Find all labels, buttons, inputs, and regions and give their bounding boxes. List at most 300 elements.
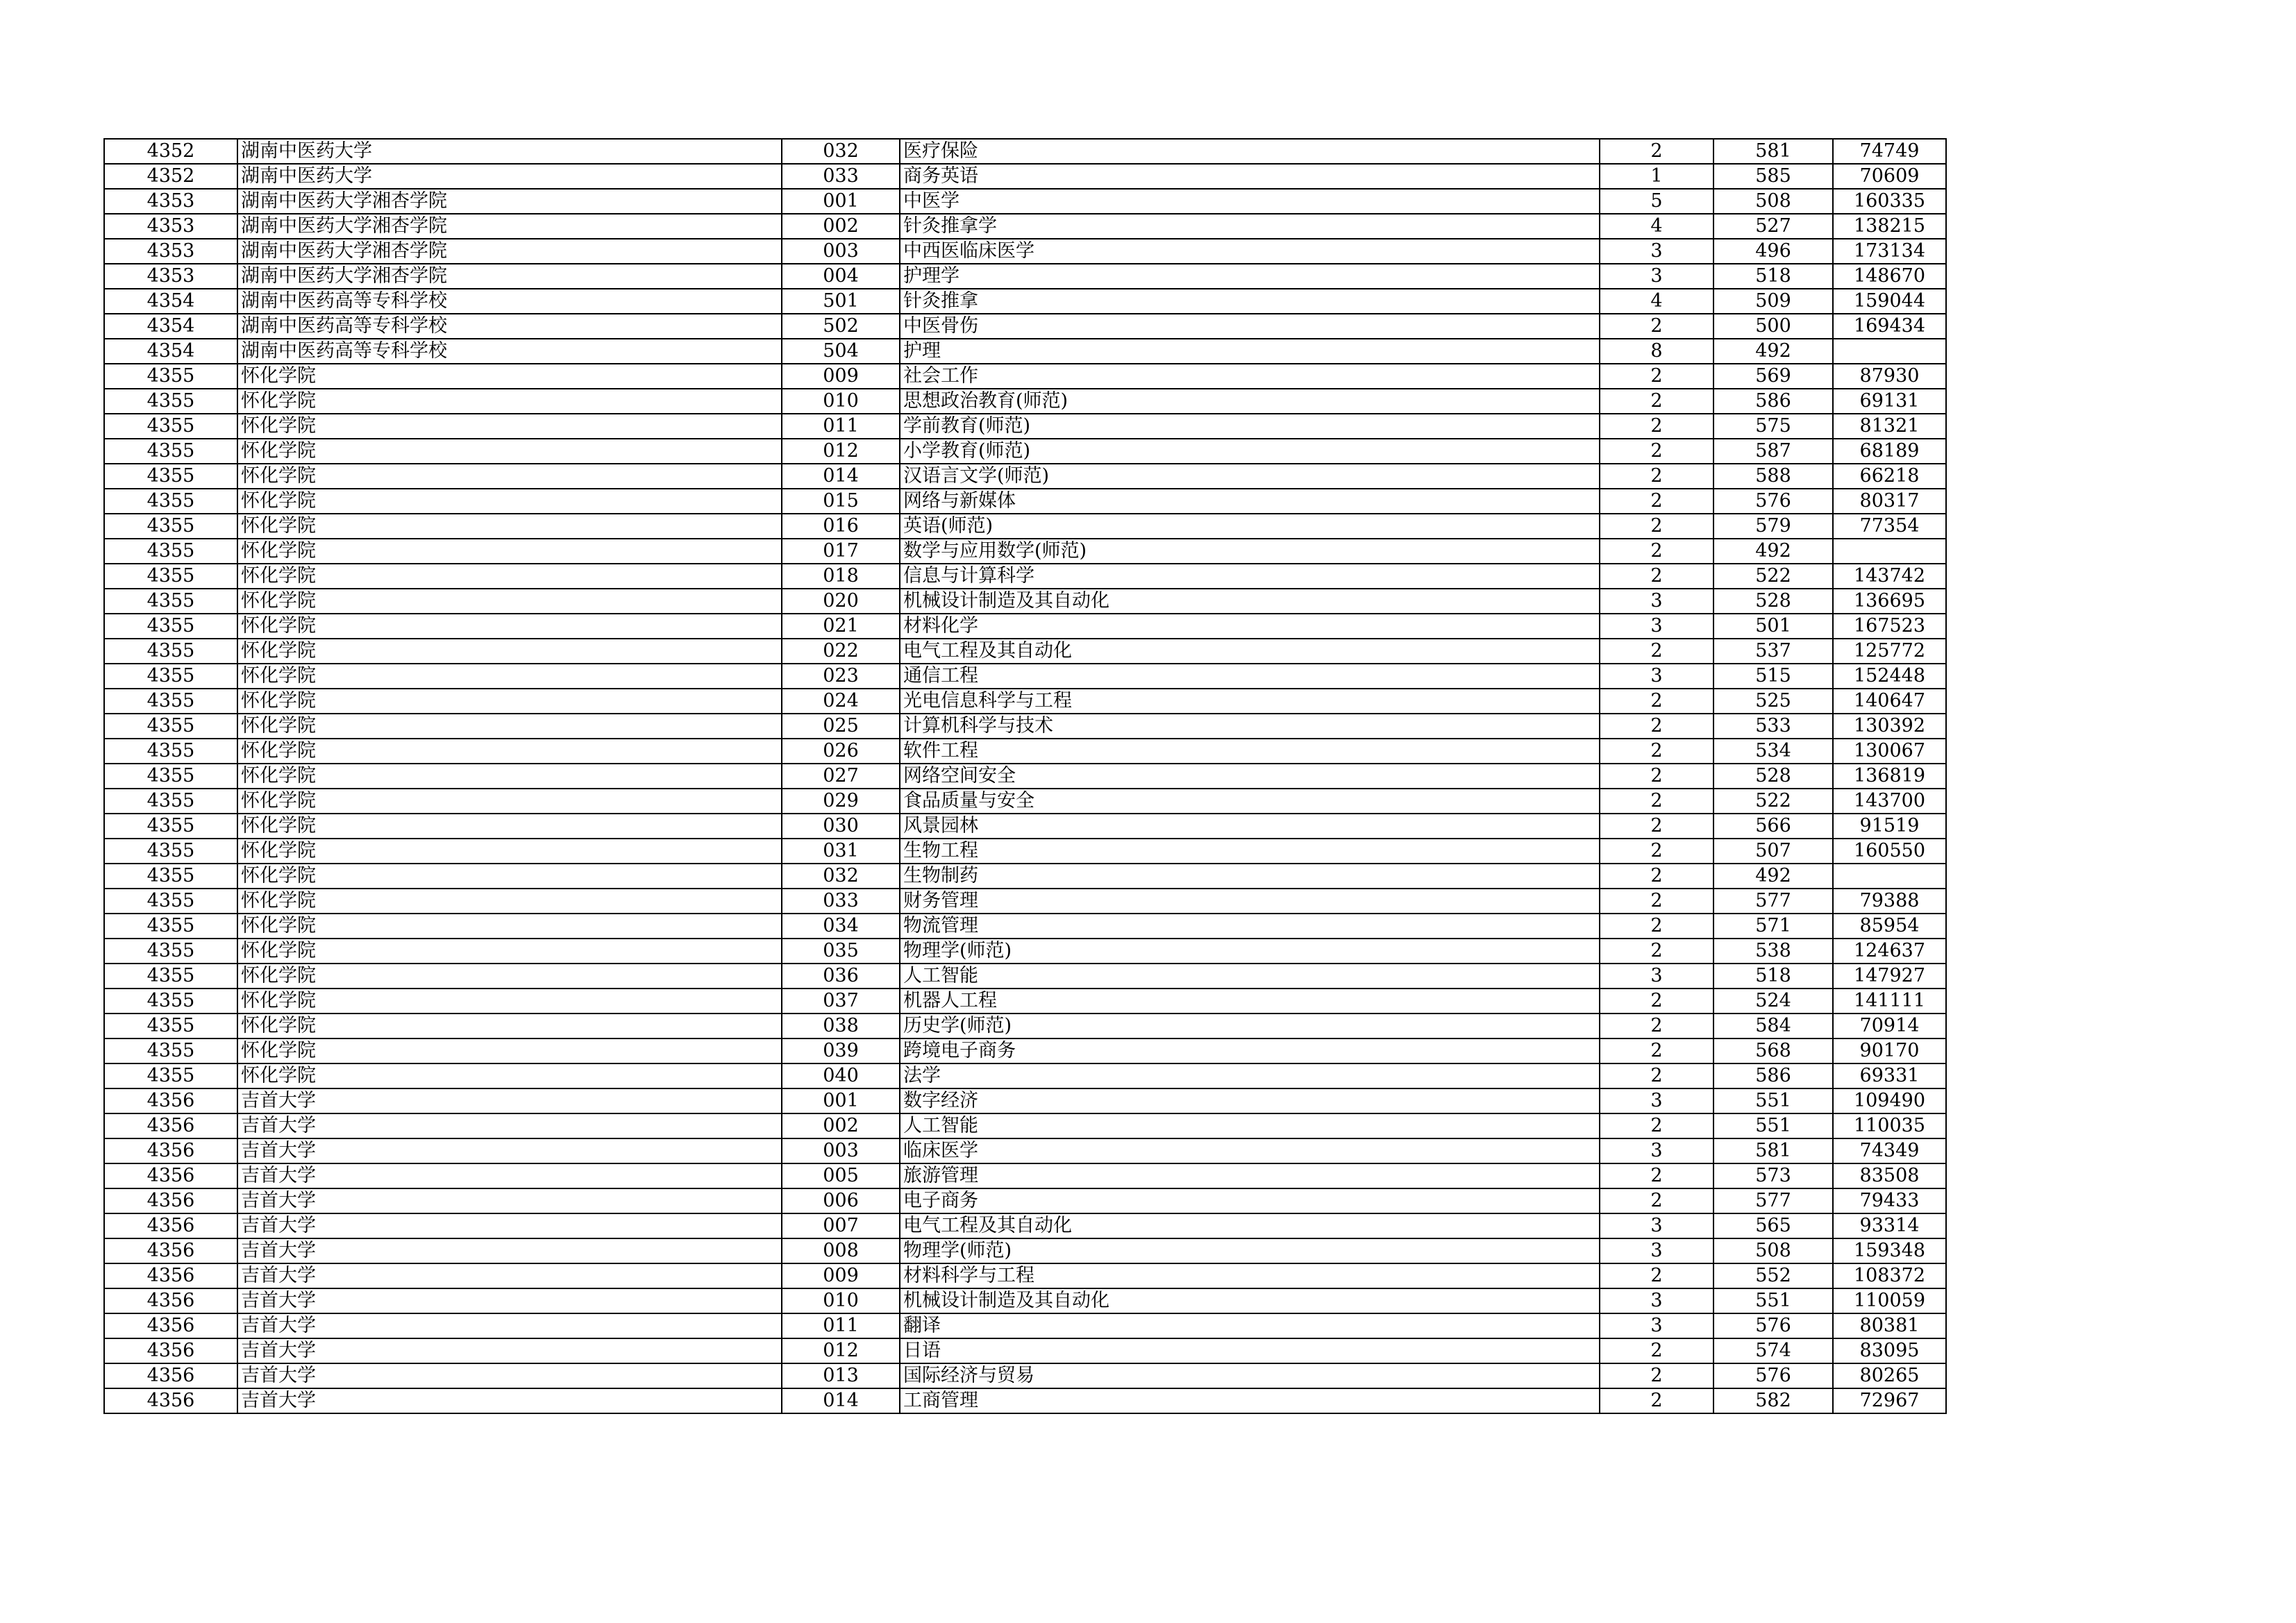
major-name-cell: 商务英语 — [900, 164, 1600, 189]
min-score-cell: 579 — [1713, 514, 1833, 539]
school-code-cell: 4356 — [104, 1163, 237, 1188]
plan-count-cell: 2 — [1600, 389, 1713, 414]
school-name-cell: 湖南中医药高等专科学校 — [237, 339, 782, 364]
min-score-cell: 566 — [1713, 814, 1833, 839]
school-code-cell: 4354 — [104, 314, 237, 339]
major-name-cell: 社会工作 — [900, 364, 1600, 389]
plan-count-cell: 3 — [1600, 1288, 1713, 1313]
major-code-cell: 504 — [782, 339, 900, 364]
school-code-cell: 4355 — [104, 689, 237, 714]
major-code-cell: 010 — [782, 389, 900, 414]
major-name-cell: 数学与应用数学(师范) — [900, 539, 1600, 564]
major-name-cell: 护理 — [900, 339, 1600, 364]
min-score-cell: 552 — [1713, 1263, 1833, 1288]
school-code-cell: 4356 — [104, 1113, 237, 1138]
min-rank-cell: 148670 — [1833, 264, 1946, 289]
plan-count-cell: 3 — [1600, 589, 1713, 614]
table-row — [104, 739, 1946, 764]
major-code-cell: 011 — [782, 1313, 900, 1338]
major-name-cell: 生物制药 — [900, 864, 1600, 889]
plan-count-cell: 2 — [1600, 564, 1713, 589]
major-name-cell: 学前教育(师范) — [900, 414, 1600, 439]
table-row — [104, 289, 1946, 314]
major-name-cell: 信息与计算科学 — [900, 564, 1600, 589]
school-code-cell: 4355 — [104, 414, 237, 439]
plan-count-cell: 2 — [1600, 1388, 1713, 1413]
school-name-cell: 怀化学院 — [237, 739, 782, 764]
school-name-cell: 湖南中医药大学湘杏学院 — [237, 189, 782, 214]
major-name-cell: 护理学 — [900, 264, 1600, 289]
min-rank-cell: 74749 — [1833, 139, 1946, 164]
plan-count-cell: 2 — [1600, 489, 1713, 514]
school-name-cell: 吉首大学 — [237, 1363, 782, 1388]
major-name-cell: 食品质量与安全 — [900, 789, 1600, 814]
min-rank-cell: 110035 — [1833, 1113, 1946, 1138]
min-rank-cell: 147927 — [1833, 964, 1946, 989]
min-rank-cell: 80317 — [1833, 489, 1946, 514]
table-row — [104, 1063, 1946, 1088]
school-name-cell: 怀化学院 — [237, 364, 782, 389]
school-name-cell: 怀化学院 — [237, 864, 782, 889]
table-row — [104, 789, 1946, 814]
school-code-cell: 4355 — [104, 939, 237, 964]
plan-count-cell: 2 — [1600, 514, 1713, 539]
school-name-cell: 吉首大学 — [237, 1088, 782, 1113]
min-rank-cell: 69131 — [1833, 389, 1946, 414]
min-rank-cell: 80381 — [1833, 1313, 1946, 1338]
school-name-cell: 吉首大学 — [237, 1213, 782, 1238]
min-score-cell: 522 — [1713, 789, 1833, 814]
min-score-cell: 492 — [1713, 539, 1833, 564]
plan-count-cell: 2 — [1600, 939, 1713, 964]
school-name-cell: 吉首大学 — [237, 1338, 782, 1363]
school-name-cell: 吉首大学 — [237, 1313, 782, 1338]
table-row — [104, 914, 1946, 939]
table-row — [104, 814, 1946, 839]
major-code-cell: 039 — [782, 1038, 900, 1063]
major-name-cell: 光电信息科学与工程 — [900, 689, 1600, 714]
min-rank-cell: 136695 — [1833, 589, 1946, 614]
major-code-cell: 035 — [782, 939, 900, 964]
major-name-cell: 医疗保险 — [900, 139, 1600, 164]
school-name-cell: 怀化学院 — [237, 439, 782, 464]
major-name-cell: 跨境电子商务 — [900, 1038, 1600, 1063]
plan-count-cell: 2 — [1600, 1113, 1713, 1138]
min-rank-cell: 72967 — [1833, 1388, 1946, 1413]
min-score-cell: 586 — [1713, 389, 1833, 414]
plan-count-cell: 2 — [1600, 1038, 1713, 1063]
table-row — [104, 489, 1946, 514]
plan-count-cell: 2 — [1600, 464, 1713, 489]
min-rank-cell: 140647 — [1833, 689, 1946, 714]
table-row — [104, 1388, 1946, 1413]
school-code-cell: 4356 — [104, 1363, 237, 1388]
min-rank-cell: 77354 — [1833, 514, 1946, 539]
school-name-cell: 湖南中医药大学湘杏学院 — [237, 214, 782, 239]
min-rank-cell: 167523 — [1833, 614, 1946, 639]
school-name-cell: 怀化学院 — [237, 414, 782, 439]
major-code-cell: 037 — [782, 989, 900, 1014]
min-rank-cell: 110059 — [1833, 1288, 1946, 1313]
school-code-cell: 4355 — [104, 539, 237, 564]
table-row — [104, 889, 1946, 914]
school-name-cell: 怀化学院 — [237, 389, 782, 414]
min-rank-cell: 87930 — [1833, 364, 1946, 389]
min-score-cell: 581 — [1713, 1138, 1833, 1163]
min-rank-cell: 152448 — [1833, 664, 1946, 689]
school-code-cell: 4355 — [104, 664, 237, 689]
school-name-cell: 怀化学院 — [237, 589, 782, 614]
plan-count-cell: 2 — [1600, 1263, 1713, 1288]
school-name-cell: 吉首大学 — [237, 1263, 782, 1288]
major-name-cell: 通信工程 — [900, 664, 1600, 689]
school-code-cell: 4355 — [104, 489, 237, 514]
major-name-cell: 小学教育(师范) — [900, 439, 1600, 464]
major-code-cell: 038 — [782, 1014, 900, 1038]
plan-count-cell: 3 — [1600, 264, 1713, 289]
major-name-cell: 风景园林 — [900, 814, 1600, 839]
major-code-cell: 502 — [782, 314, 900, 339]
school-code-cell: 4356 — [104, 1313, 237, 1338]
table-row — [104, 1163, 1946, 1188]
plan-count-cell: 3 — [1600, 614, 1713, 639]
plan-count-cell: 2 — [1600, 539, 1713, 564]
major-code-cell: 009 — [782, 1263, 900, 1288]
major-code-cell: 029 — [782, 789, 900, 814]
school-name-cell: 怀化学院 — [237, 1063, 782, 1088]
major-code-cell: 024 — [782, 689, 900, 714]
table-row — [104, 1014, 1946, 1038]
school-code-cell: 4356 — [104, 1263, 237, 1288]
min-rank-cell: 169434 — [1833, 314, 1946, 339]
major-name-cell: 机械设计制造及其自动化 — [900, 1288, 1600, 1313]
min-score-cell: 508 — [1713, 1238, 1833, 1263]
plan-count-cell: 2 — [1600, 1188, 1713, 1213]
min-score-cell: 574 — [1713, 1338, 1833, 1363]
table-row — [104, 614, 1946, 639]
school-name-cell: 怀化学院 — [237, 489, 782, 514]
major-name-cell: 机械设计制造及其自动化 — [900, 589, 1600, 614]
min-score-cell: 508 — [1713, 189, 1833, 214]
major-name-cell: 人工智能 — [900, 1113, 1600, 1138]
min-rank-cell: 70609 — [1833, 164, 1946, 189]
min-score-cell: 524 — [1713, 989, 1833, 1014]
plan-count-cell: 3 — [1600, 664, 1713, 689]
major-name-cell: 临床医学 — [900, 1138, 1600, 1163]
school-name-cell: 怀化学院 — [237, 689, 782, 714]
major-name-cell: 日语 — [900, 1338, 1600, 1363]
min-rank-cell: 124637 — [1833, 939, 1946, 964]
min-score-cell: 528 — [1713, 764, 1833, 789]
major-code-cell: 031 — [782, 839, 900, 864]
min-score-cell: 534 — [1713, 739, 1833, 764]
table-row — [104, 1288, 1946, 1313]
table-row — [104, 464, 1946, 489]
school-code-cell: 4356 — [104, 1088, 237, 1113]
major-name-cell: 人工智能 — [900, 964, 1600, 989]
table-row — [104, 439, 1946, 464]
school-code-cell: 4355 — [104, 964, 237, 989]
plan-count-cell: 2 — [1600, 414, 1713, 439]
major-name-cell: 物流管理 — [900, 914, 1600, 939]
plan-count-cell: 2 — [1600, 714, 1713, 739]
min-rank-cell: 109490 — [1833, 1088, 1946, 1113]
school-name-cell: 怀化学院 — [237, 464, 782, 489]
school-code-cell: 4354 — [104, 289, 237, 314]
plan-count-cell: 3 — [1600, 964, 1713, 989]
school-code-cell: 4355 — [104, 439, 237, 464]
min-rank-cell: 80265 — [1833, 1363, 1946, 1388]
major-code-cell: 026 — [782, 739, 900, 764]
school-code-cell: 4352 — [104, 164, 237, 189]
major-code-cell: 032 — [782, 864, 900, 889]
min-score-cell: 518 — [1713, 964, 1833, 989]
school-name-cell: 吉首大学 — [237, 1163, 782, 1188]
major-name-cell: 工商管理 — [900, 1388, 1600, 1413]
min-score-cell: 568 — [1713, 1038, 1833, 1063]
major-name-cell: 旅游管理 — [900, 1163, 1600, 1188]
min-rank-cell: 159348 — [1833, 1238, 1946, 1263]
major-code-cell: 004 — [782, 264, 900, 289]
major-name-cell: 中医骨伤 — [900, 314, 1600, 339]
school-code-cell: 4355 — [104, 789, 237, 814]
major-code-cell: 040 — [782, 1063, 900, 1088]
min-rank-cell: 159044 — [1833, 289, 1946, 314]
min-rank-cell: 79433 — [1833, 1188, 1946, 1213]
plan-count-cell: 1 — [1600, 164, 1713, 189]
school-code-cell: 4356 — [104, 1388, 237, 1413]
school-name-cell: 怀化学院 — [237, 964, 782, 989]
table-row — [104, 1088, 1946, 1113]
table-row — [104, 1188, 1946, 1213]
major-name-cell: 财务管理 — [900, 889, 1600, 914]
major-code-cell: 001 — [782, 189, 900, 214]
plan-count-cell: 2 — [1600, 1014, 1713, 1038]
table-row — [104, 964, 1946, 989]
min-rank-cell: 160550 — [1833, 839, 1946, 864]
plan-count-cell: 2 — [1600, 1363, 1713, 1388]
min-rank-cell: 141111 — [1833, 989, 1946, 1014]
school-name-cell: 怀化学院 — [237, 639, 782, 664]
major-code-cell: 006 — [782, 1188, 900, 1213]
table-row — [104, 264, 1946, 289]
school-name-cell: 怀化学院 — [237, 764, 782, 789]
plan-count-cell: 2 — [1600, 739, 1713, 764]
min-score-cell: 581 — [1713, 139, 1833, 164]
major-name-cell: 软件工程 — [900, 739, 1600, 764]
major-name-cell: 物理学(师范) — [900, 1238, 1600, 1263]
major-name-cell: 针灸推拿学 — [900, 214, 1600, 239]
school-code-cell: 4353 — [104, 264, 237, 289]
min-score-cell: 501 — [1713, 614, 1833, 639]
school-name-cell: 吉首大学 — [237, 1288, 782, 1313]
major-name-cell: 电气工程及其自动化 — [900, 1213, 1600, 1238]
plan-count-cell: 3 — [1600, 1088, 1713, 1113]
school-name-cell: 吉首大学 — [237, 1138, 782, 1163]
school-name-cell: 怀化学院 — [237, 1014, 782, 1038]
plan-count-cell: 2 — [1600, 439, 1713, 464]
major-name-cell: 针灸推拿 — [900, 289, 1600, 314]
plan-count-cell: 2 — [1600, 914, 1713, 939]
major-code-cell: 012 — [782, 439, 900, 464]
school-code-cell: 4356 — [104, 1288, 237, 1313]
major-name-cell: 汉语言文学(师范) — [900, 464, 1600, 489]
school-code-cell: 4355 — [104, 389, 237, 414]
school-code-cell: 4353 — [104, 214, 237, 239]
table-row — [104, 214, 1946, 239]
min-rank-cell: 143700 — [1833, 789, 1946, 814]
major-name-cell: 机器人工程 — [900, 989, 1600, 1014]
school-code-cell: 4355 — [104, 839, 237, 864]
school-name-cell: 湖南中医药大学湘杏学院 — [237, 264, 782, 289]
table-row — [104, 314, 1946, 339]
plan-count-cell: 2 — [1600, 764, 1713, 789]
major-code-cell: 022 — [782, 639, 900, 664]
major-code-cell: 027 — [782, 764, 900, 789]
school-code-cell: 4356 — [104, 1213, 237, 1238]
school-code-cell: 4353 — [104, 189, 237, 214]
school-code-cell: 4355 — [104, 639, 237, 664]
major-name-cell: 思想政治教育(师范) — [900, 389, 1600, 414]
school-name-cell: 吉首大学 — [237, 1113, 782, 1138]
major-name-cell: 电子商务 — [900, 1188, 1600, 1213]
major-name-cell: 材料化学 — [900, 614, 1600, 639]
min-score-cell: 515 — [1713, 664, 1833, 689]
major-code-cell: 025 — [782, 714, 900, 739]
min-score-cell: 576 — [1713, 1363, 1833, 1388]
school-name-cell: 怀化学院 — [237, 914, 782, 939]
school-code-cell: 4355 — [104, 514, 237, 539]
school-name-cell: 怀化学院 — [237, 989, 782, 1014]
school-code-cell: 4355 — [104, 1063, 237, 1088]
table-row — [104, 689, 1946, 714]
table-row — [104, 364, 1946, 389]
school-name-cell: 怀化学院 — [237, 889, 782, 914]
school-name-cell: 怀化学院 — [237, 1038, 782, 1063]
major-code-cell: 003 — [782, 239, 900, 264]
table-row — [104, 664, 1946, 689]
min-rank-cell: 70914 — [1833, 1014, 1946, 1038]
major-code-cell: 030 — [782, 814, 900, 839]
table-row — [104, 839, 1946, 864]
major-name-cell: 计算机科学与技术 — [900, 714, 1600, 739]
school-name-cell: 湖南中医药高等专科学校 — [237, 314, 782, 339]
min-rank-cell: 90170 — [1833, 1038, 1946, 1063]
school-name-cell: 怀化学院 — [237, 564, 782, 589]
major-code-cell: 032 — [782, 139, 900, 164]
min-score-cell: 538 — [1713, 939, 1833, 964]
school-name-cell: 怀化学院 — [237, 939, 782, 964]
plan-count-cell: 2 — [1600, 814, 1713, 839]
plan-count-cell: 3 — [1600, 1238, 1713, 1263]
school-code-cell: 4355 — [104, 864, 237, 889]
school-name-cell: 怀化学院 — [237, 814, 782, 839]
plan-count-cell: 2 — [1600, 639, 1713, 664]
major-code-cell: 033 — [782, 889, 900, 914]
school-code-cell: 4356 — [104, 1188, 237, 1213]
school-code-cell: 4356 — [104, 1138, 237, 1163]
major-code-cell: 023 — [782, 664, 900, 689]
major-name-cell: 数字经济 — [900, 1088, 1600, 1113]
major-name-cell: 材料科学与工程 — [900, 1263, 1600, 1288]
table-row — [104, 639, 1946, 664]
school-code-cell: 4355 — [104, 464, 237, 489]
min-score-cell: 525 — [1713, 689, 1833, 714]
min-score-cell: 575 — [1713, 414, 1833, 439]
min-score-cell: 582 — [1713, 1388, 1833, 1413]
table-row — [104, 1263, 1946, 1288]
table-row — [104, 414, 1946, 439]
school-code-cell: 4353 — [104, 239, 237, 264]
min-score-cell: 518 — [1713, 264, 1833, 289]
major-code-cell: 008 — [782, 1238, 900, 1263]
plan-count-cell: 4 — [1600, 214, 1713, 239]
major-code-cell: 013 — [782, 1363, 900, 1388]
table-row — [104, 864, 1946, 889]
major-code-cell: 010 — [782, 1288, 900, 1313]
major-code-cell: 015 — [782, 489, 900, 514]
plan-count-cell: 8 — [1600, 339, 1713, 364]
table-row — [104, 164, 1946, 189]
min-score-cell: 507 — [1713, 839, 1833, 864]
min-score-cell: 522 — [1713, 564, 1833, 589]
min-score-cell: 496 — [1713, 239, 1833, 264]
min-score-cell: 500 — [1713, 314, 1833, 339]
min-rank-cell: 125772 — [1833, 639, 1946, 664]
table-row — [104, 339, 1946, 364]
min-rank-cell: 66218 — [1833, 464, 1946, 489]
min-rank-cell: 68189 — [1833, 439, 1946, 464]
min-score-cell: 551 — [1713, 1113, 1833, 1138]
major-name-cell: 中西医临床医学 — [900, 239, 1600, 264]
school-code-cell: 4355 — [104, 739, 237, 764]
major-code-cell: 014 — [782, 1388, 900, 1413]
major-code-cell: 003 — [782, 1138, 900, 1163]
plan-count-cell: 2 — [1600, 364, 1713, 389]
min-score-cell: 586 — [1713, 1063, 1833, 1088]
min-rank-cell — [1833, 539, 1946, 564]
min-rank-cell: 81321 — [1833, 414, 1946, 439]
table-row — [104, 239, 1946, 264]
table-row — [104, 989, 1946, 1014]
major-name-cell: 网络与新媒体 — [900, 489, 1600, 514]
min-rank-cell: 173134 — [1833, 239, 1946, 264]
min-rank-cell: 108372 — [1833, 1263, 1946, 1288]
school-code-cell: 4352 — [104, 139, 237, 164]
major-code-cell: 036 — [782, 964, 900, 989]
min-rank-cell: 143742 — [1833, 564, 1946, 589]
min-rank-cell: 130067 — [1833, 739, 1946, 764]
major-code-cell: 021 — [782, 614, 900, 639]
plan-count-cell: 3 — [1600, 1138, 1713, 1163]
major-code-cell: 012 — [782, 1338, 900, 1363]
school-name-cell: 怀化学院 — [237, 839, 782, 864]
school-code-cell: 4355 — [104, 1038, 237, 1063]
min-score-cell: 527 — [1713, 214, 1833, 239]
plan-count-cell: 2 — [1600, 864, 1713, 889]
school-name-cell: 怀化学院 — [237, 614, 782, 639]
school-name-cell: 湖南中医药大学 — [237, 139, 782, 164]
major-name-cell: 生物工程 — [900, 839, 1600, 864]
plan-count-cell: 4 — [1600, 289, 1713, 314]
school-name-cell: 怀化学院 — [237, 514, 782, 539]
min-score-cell: 509 — [1713, 289, 1833, 314]
major-code-cell: 020 — [782, 589, 900, 614]
school-name-cell: 湖南中医药大学湘杏学院 — [237, 239, 782, 264]
min-rank-cell: 93314 — [1833, 1213, 1946, 1238]
plan-count-cell: 2 — [1600, 789, 1713, 814]
plan-count-cell: 2 — [1600, 989, 1713, 1014]
